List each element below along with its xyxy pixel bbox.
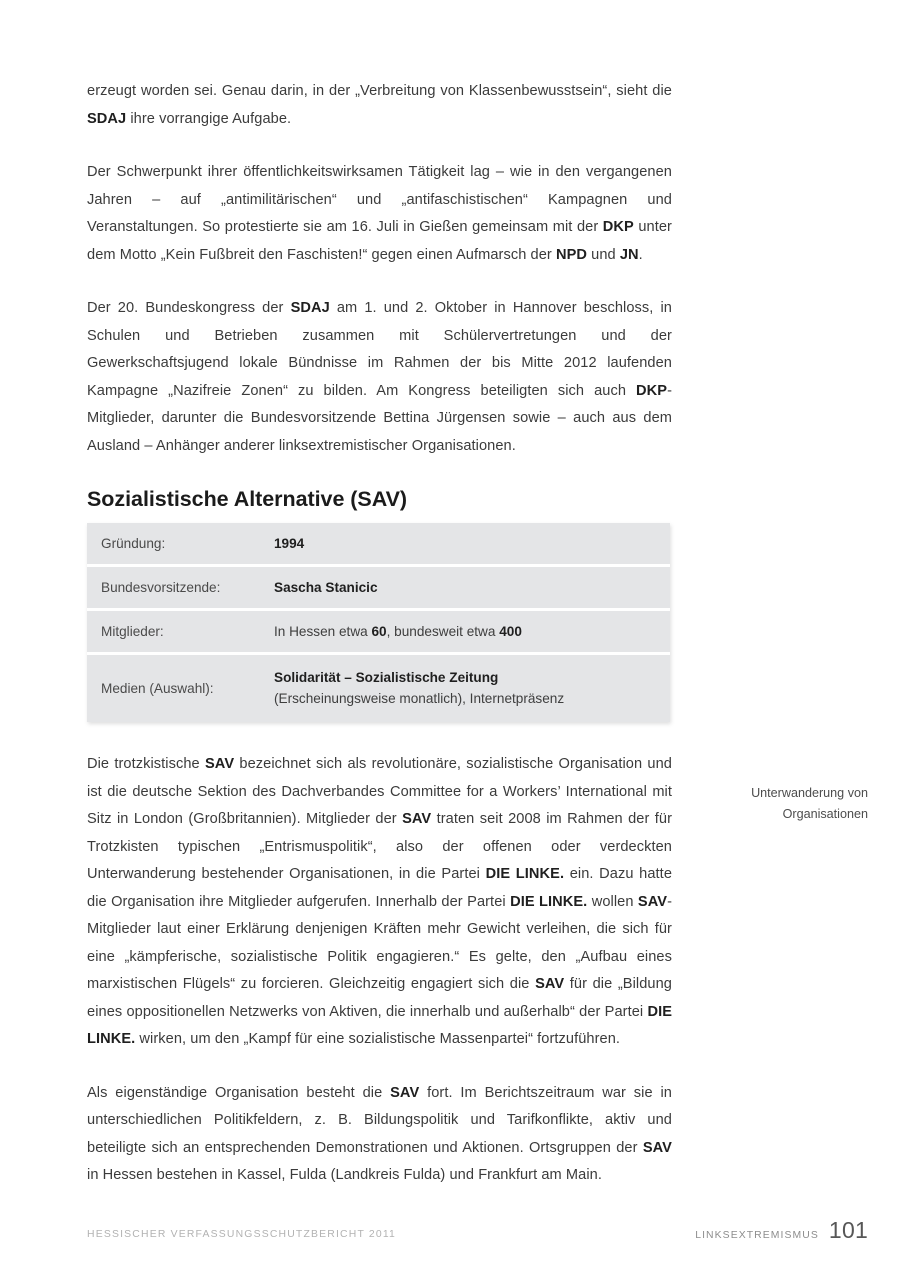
table-value-mitglieder-middle: , bundesweit etwa [386,624,500,639]
table-value-medien-detail: (Erscheinungsweise monatlich), Internetpräsenz [274,691,565,706]
table-key-mitglieder: Mitglieder: [87,611,274,655]
paragraph-2-text-c: unter dem Motto „Kein Fußbreit den Faschisten!“ gegen einen Aufmarsch der [87,219,672,263]
table-value-mitglieder [274,611,670,655]
org-abbr-sav-5: SAV [390,1084,420,1101]
paragraph-3 [87,295,672,460]
paragraph-4-text-c: bezeichnet sich als revolutionäre, sozialistische Organisation und ist die deutsche Sektion des Dachverbandes Committee for a Workers’ International mit Sitz in London (Großbritannien). Mitglieder der [87,756,672,827]
table-value-medien [274,655,670,722]
paragraph-4-text-g: ein. Dazu hatte die Organisation ihre Mitglieder aufgerufen. Innerhalb der Partei [87,866,673,910]
paragraph-2 [87,159,672,269]
margin-note [678,783,868,825]
org-abbr-sdaj: SDAJ [87,110,127,127]
paragraph-2-text-a: Der Schwerpunkt ihrer öffentlichkeitswirksamen Tätigkeit lag – wie in den vergangenen Jahren – auf „antimilitärischen“ und „antifaschistischen“ Kampagnen und Veranstaltungen. So protestierte sie am 16. Juli in Gießen gemeinsam mit der [87,164,672,235]
table-row-bundesvorsitzende [87,567,670,611]
table-key-medien: Medien (Auswahl): [87,655,274,722]
table-value-medien-title: Solidarität – Sozialistische Zeitung [274,670,499,685]
table-value-gruendung [274,523,670,567]
section-heading: Sozialistische Alternative (SAV) [87,487,408,511]
org-abbr-sdaj-2: SDAJ [290,300,330,316]
paragraph-1 [87,78,672,133]
paragraph-3-text-c: am 1. und 2. Oktober in Hannover beschloss, in Schulen und Betrieben zusammen mit Schülervertretungen und der Gewerkschaftsjugend lokale Bündnisse im Rahmen der bis Mitte 2012 laufenden Kampagne „Nazifreie Zonen“ zu bilden. Am Kongress beteiligten sich auch [87,300,672,399]
paragraph-5-text-a: Als eigenständige Organisation besteht die [87,1084,391,1101]
table-row-mitglieder [87,611,670,655]
party-name-die-linke: DIE LINKE. [485,866,565,882]
paragraph-2-text-e: und [587,246,620,263]
paragraph-4-text-e: traten seit 2008 im Rahmen der für Trotzkisten typischen „Entrismuspolitik“, also der offenen oder verdeckten Unterwanderung bestehender Organisationen, in die Partei [87,811,672,882]
organization-info-table [87,523,670,722]
paragraph-3-text-a: Der 20. Bundeskongress der [87,300,291,316]
table-value-bundesvorsitzende-text: Sascha Stanicic [274,580,378,595]
table-value-gruendung-text: 1994 [274,536,305,551]
paragraph-5-text-c: fort. Im Berichtszeitraum war sie in unterschiedlichen Politikfeldern, z. B. Bildungspolitik und Tarifkonflikte, aktiv und beteiligte sich an entsprechenden Demonstrationen und Aktionen. Ortsgruppen der [87,1084,672,1156]
party-name-die-linke-3: DIE LINKE. [87,1003,672,1047]
paragraph-1-text-c: ihre vorrangige Aufgabe. [126,110,292,127]
margin-note-line-1: Unterwanderung von [751,786,868,800]
margin-note-line-2: Organisationen [782,807,868,821]
table-key-bundesvorsitzende: Bundesvorsitzende: [87,567,274,611]
party-name-die-linke-2: DIE LINKE. [510,893,588,910]
org-abbr-sav: SAV [205,756,235,772]
table-value-members-hessen: 60 [371,624,387,639]
org-abbr-npd: NPD [555,246,587,263]
page-number: 101 [828,1217,868,1243]
table-value-bundesvorsitzende [274,567,670,611]
table-key-gruendung: Gründung: [87,523,274,567]
footer-chapter-name: LINKSEXTREMISMUS [695,1230,819,1241]
org-abbr-sav-3: SAV [637,893,668,910]
footer-report-title: HESSISCHER VERFASSUNGSSCHUTZBERICHT 2011 [87,1229,397,1240]
paragraph-5-text-e: in Hessen bestehen in Kassel, Fulda (Landkreis Fulda) und Frankfurt am Main. [87,1167,602,1183]
page-footer [87,1214,868,1244]
paragraph-4-text-m: für die „Bildung eines oppositionellen Netzwerks von Aktiven, die innerhalb und außerhalb“ der Partei [87,976,672,1020]
paragraph-4-text-k: -Mitglieder laut einer Erklärung denjenigen Kräften mehr Gewicht verleihen, die sich für eine „kämpferische, sozialistische Politik engagieren.“ Es gelte, den „Aufbau eines marxistischen Flügels“ zu forcieren. Gleichzeitig engagiert sich die [87,893,672,992]
org-abbr-dkp: DKP [602,219,634,235]
paragraph-4-text-a: Die trotzkistische [87,756,205,772]
paragraph-4-text-i: wollen [587,893,638,910]
org-abbr-jn: JN [619,246,639,263]
org-abbr-sav-6: SAV [642,1139,672,1156]
table-value-mitglieder-prefix: In Hessen etwa [274,624,372,639]
paragraph-3-text-e: -Mitglieder, darunter die Bundesvorsitzende Bettina Jürgensen sowie – auch aus dem Ausland – Anhänger anderer linksextremistischer Organisationen. [87,382,672,454]
paragraph-1-text-a: erzeugt worden sei. Genau darin, in der „Verbreitung von Klassenbewusstsein“, sieht die [87,83,672,99]
footer-right-group [695,1217,868,1244]
table-row-medien [87,655,670,722]
org-abbr-dkp-2: DKP [636,382,668,399]
org-abbr-sav-2: SAV [402,811,432,827]
org-abbr-sav-4: SAV [535,976,565,992]
paragraph-2-text-g: . [638,246,643,263]
paragraph-4 [87,751,672,1054]
table-row-gruendung [87,523,670,567]
paragraph-5 [87,1080,672,1190]
table-value-members-federal: 400 [499,624,522,639]
main-text-column [87,78,672,1190]
paragraph-4-text-o: wirken, um den „Kampf für eine sozialistische Massenpartei“ fortzuführen. [135,1031,621,1047]
